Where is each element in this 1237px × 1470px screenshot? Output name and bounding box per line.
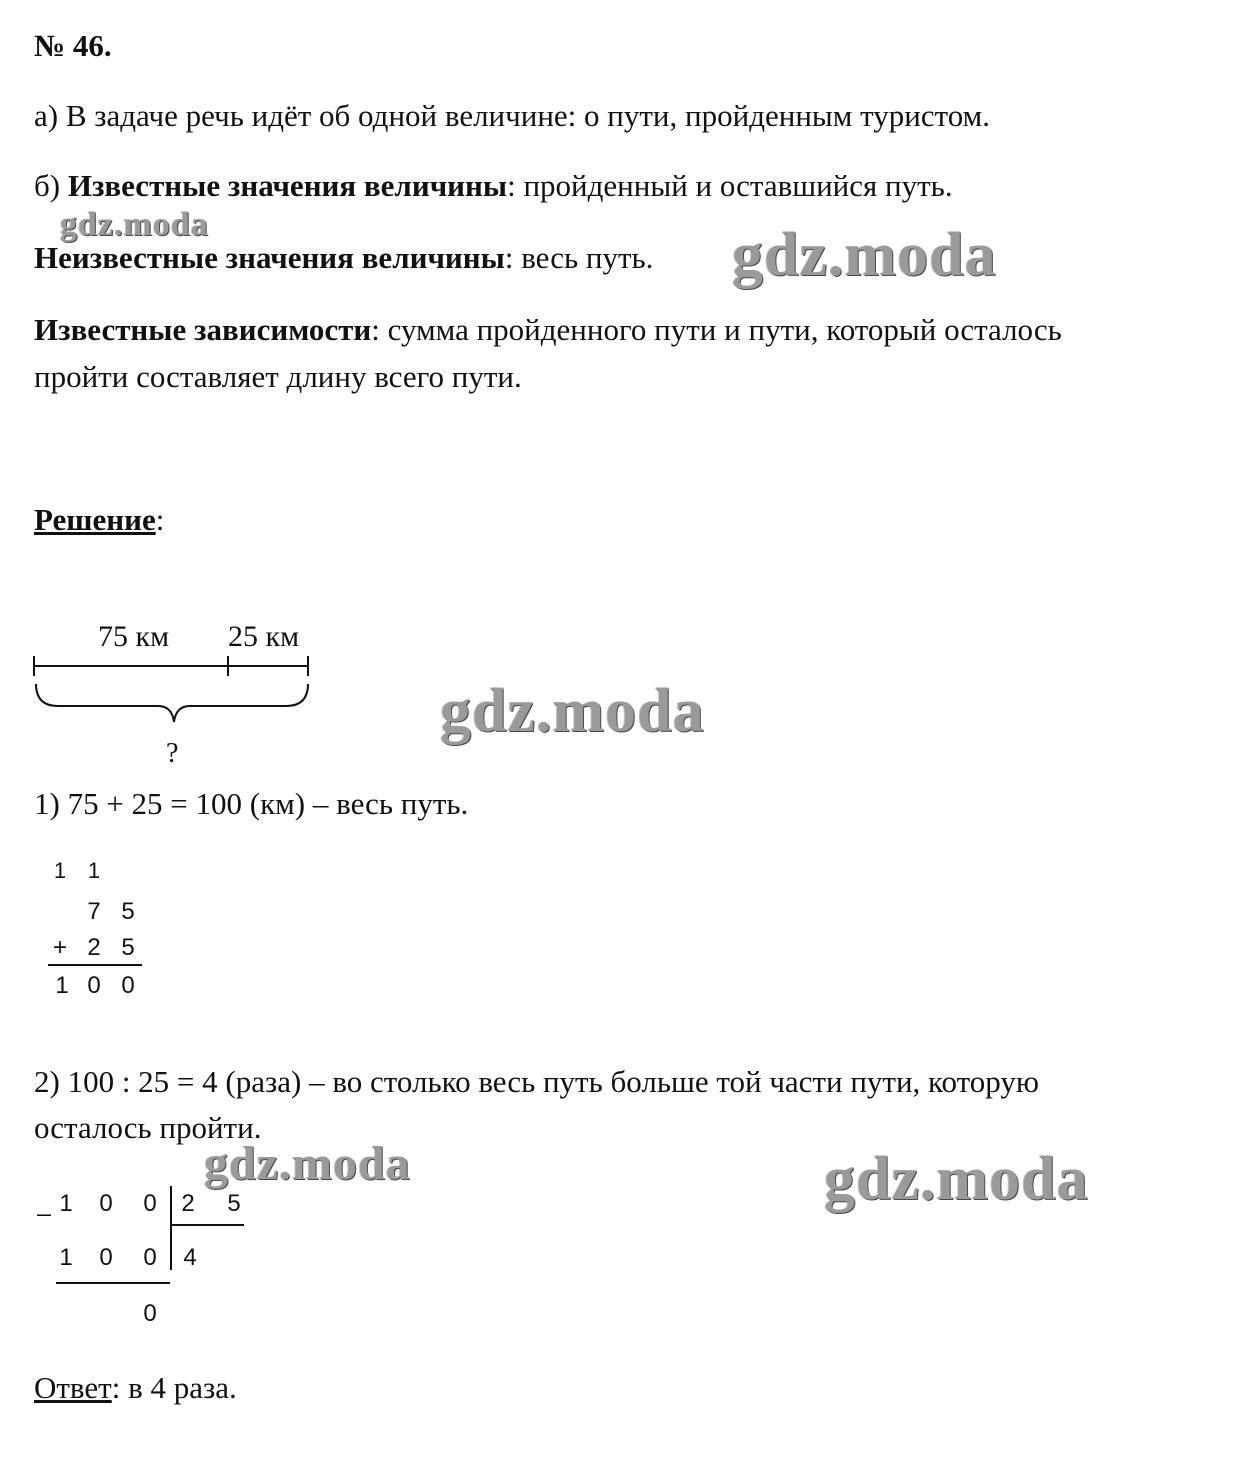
analysis-b-prefix: б) xyxy=(34,168,68,203)
sum-digit: 1 xyxy=(55,972,69,999)
diagram-brace xyxy=(36,684,308,722)
analysis-b xyxy=(34,162,953,210)
carry-digit: 1 xyxy=(87,858,101,883)
watermark-logo: gdz.moda xyxy=(60,206,209,243)
diagram-left-label: 75 км xyxy=(98,620,170,653)
quotient-digit: 4 xyxy=(183,1244,197,1271)
subtraction-line xyxy=(56,1282,170,1284)
sum-digit: 0 xyxy=(121,972,135,999)
watermark-logo: gdz.moda xyxy=(204,1137,411,1190)
plus-sign: + xyxy=(52,934,67,961)
dependencies-label: Известные зависимости xyxy=(34,312,372,347)
step-1: 1) 75 + 25 = 100 (км) – весь путь. xyxy=(34,786,469,821)
minus-sign: _ xyxy=(37,1190,51,1217)
addend-digit: 2 xyxy=(87,934,101,961)
segment-diagram xyxy=(28,610,328,780)
addition-result-line xyxy=(48,964,142,966)
subtrahend-digit: 1 xyxy=(59,1244,73,1271)
watermark-logo: gdz.moda xyxy=(440,677,705,745)
unknown-values-text: : весь путь. xyxy=(504,240,654,275)
sum-digit: 0 xyxy=(87,972,101,999)
carry-digit: 1 xyxy=(53,858,67,883)
solution-heading-label: Решение xyxy=(34,502,156,537)
task-number: № 46. xyxy=(34,28,112,63)
long-division xyxy=(34,1186,254,1336)
watermark-logo: gdz.moda xyxy=(732,221,997,289)
dividend-digit: 0 xyxy=(99,1190,113,1217)
diagram-question: ? xyxy=(166,738,179,769)
division-vertical-line xyxy=(170,1186,172,1270)
known-values-text: : пройденный и оставшийся путь. xyxy=(507,168,953,203)
column-addition xyxy=(48,858,158,1008)
addend-digit: 7 xyxy=(87,898,101,925)
addend-digit: 5 xyxy=(121,898,135,925)
analysis-deps xyxy=(34,306,1062,354)
subtrahend-digit: 0 xyxy=(143,1244,157,1271)
unknown-values-label: Неизвестные значения величины xyxy=(34,240,505,275)
divisor-underline xyxy=(170,1224,244,1226)
solution-heading xyxy=(34,496,164,544)
watermark-logo: gdz.moda xyxy=(824,1145,1089,1213)
diagram-right-label: 25 км xyxy=(228,620,300,653)
remainder-digit: 0 xyxy=(143,1300,157,1327)
solution-heading-colon: : xyxy=(155,502,165,537)
subtrahend-digit: 0 xyxy=(99,1244,113,1271)
analysis-a: а) В задаче речь идёт об одной величине: о пути, пройденным туристом. xyxy=(34,98,991,133)
dependencies-text-line2: пройти составляет длину всего пути. xyxy=(34,359,522,394)
addend-digit: 5 xyxy=(121,934,135,961)
dividend-digit: 0 xyxy=(143,1190,157,1217)
answer-text: : в 4 раза. xyxy=(111,1370,237,1405)
step-2-line1: 2) 100 : 25 = 4 (раза) – во столько весь путь больше той части пути, которую xyxy=(34,1064,1040,1099)
dividend-digit: 1 xyxy=(59,1190,73,1217)
answer-label: Ответ xyxy=(34,1370,112,1405)
known-values-label: Известные значения величины xyxy=(67,168,508,203)
dependencies-text: : сумма пройденного пути и пути, который осталось xyxy=(371,312,1062,347)
divisor-digit: 5 xyxy=(227,1190,241,1217)
answer-line xyxy=(34,1364,237,1412)
step-2-line2: осталось пройти. xyxy=(34,1110,262,1145)
divisor-digit: 2 xyxy=(181,1190,195,1217)
